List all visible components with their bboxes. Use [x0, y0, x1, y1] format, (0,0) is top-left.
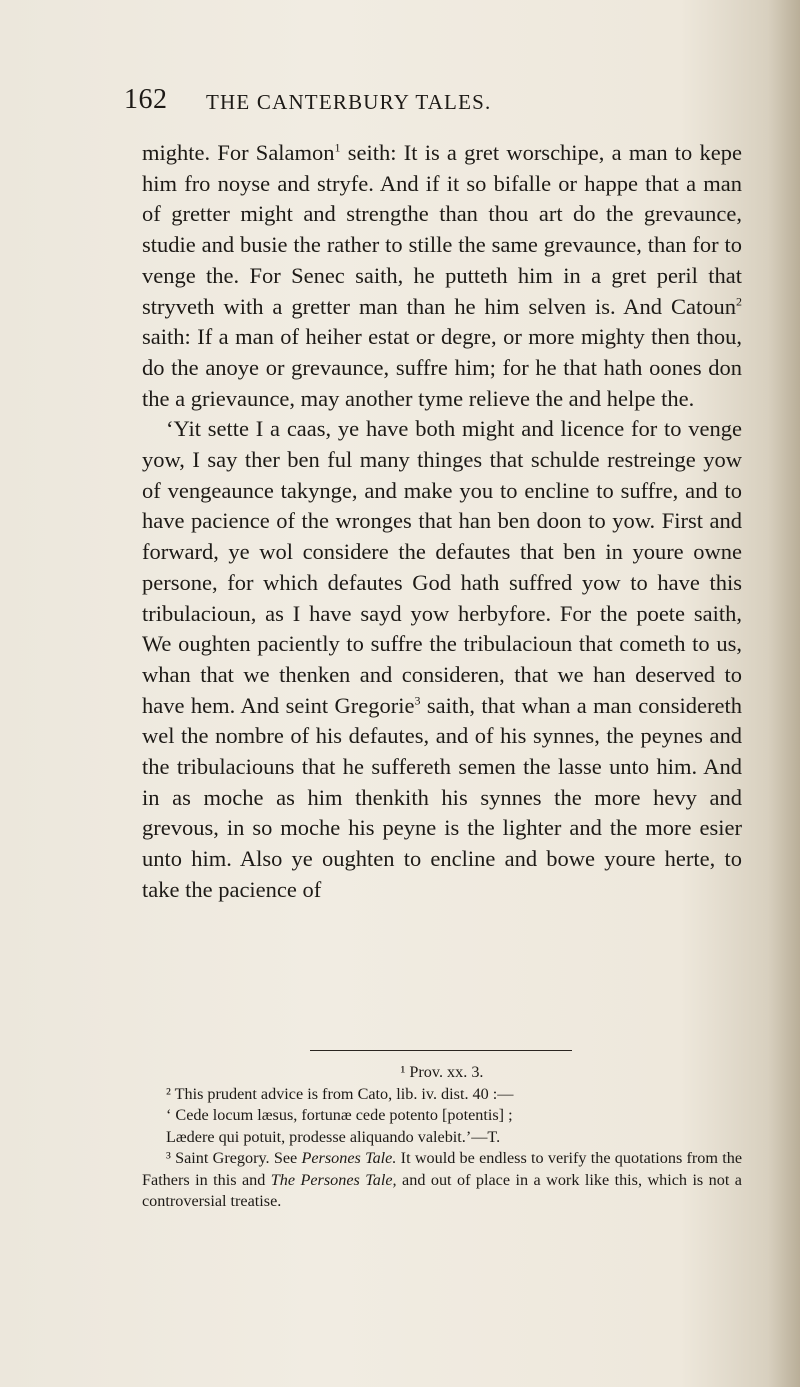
paragraph-1 — [142, 138, 742, 414]
footnote-1: ¹ Prov. xx. 3. — [400, 1063, 484, 1081]
running-title: THE CANTERBURY TALES. — [206, 90, 492, 114]
footnote-ref-3: 3 — [414, 693, 421, 708]
paragraph-1-text-a: mighte. For Salamon — [142, 140, 335, 165]
paragraph-2-text-b: saith, that whan a man considereth wel the nombre of his defautes, and of his synnes, the peynes and the tribulaciouns that he suffereth semen the lasse unto him. And in as moche as him thenkith his synnes the more hevy and grevous, in so moche his peyne is the lighter and the more esier unto him. Also ye oughten to encline and bowe youre herte, to take the pacience of — [142, 692, 743, 902]
footnote-2-intro: ² This prudent advice is from Cato, lib. iv. dist. 40 :— — [166, 1084, 514, 1103]
paragraph-1-text-c: saith: If a man of heiher estat or degre, or more mighty then thou, do the anoye or grevaunce, suffre him; for he that hath oones don the a grievaunce, may another tyme relieve the and helpe the. — [142, 324, 742, 411]
footnote-3-title-a: Persones Tale. — [301, 1149, 397, 1167]
footnote-3-text-a: ³ Saint Gregory. See — [166, 1149, 302, 1167]
page-number: 162 — [124, 84, 168, 115]
paragraph-2 — [142, 414, 742, 905]
footnote-3-text-b: It would be endless to verify the quotations from the Fathers in this and — [142, 1149, 742, 1189]
footnote-3-title-b: The Persones Tale, — [270, 1170, 397, 1189]
main-text — [142, 138, 742, 906]
footnote-ref-2: 2 — [736, 294, 742, 309]
footnote-3 — [142, 1148, 742, 1213]
paragraph-2-text-a: ‘Yit sette I a caas, ye have both might and licence for to venge yow, I say ther ben ful many thinges that schulde restreinge yow of vengeaunce takynge, and make you to encline to suffre, and to have pacience of the wronges that han ben doon to yow. First and forward, ye wol considere the defautes that ben in youre owne persone, for which defautes God hath suffred yow to have this tribulacioun, as I have sayd yow herbyfore. For the poete saith, We oughten paciently to suffre the tribulacioun that cometh to us, whan that we thenken and consideren, that we han deserved to have hem. And seint Gregorie — [142, 416, 742, 718]
footnote-3-text-c: and out of place in a work like this, which is not a controversial treatise. — [142, 1170, 742, 1210]
page-header — [124, 84, 744, 128]
footnote-2-quote-line-2: Lædere qui potuit, prodesse aliquando valebit.’—T. — [166, 1127, 501, 1146]
footnote-ref-1: 1 — [334, 140, 341, 155]
footnotes — [142, 1062, 742, 1213]
footnote-separator — [310, 1050, 572, 1051]
paragraph-1-text-b: seith: It is a gret worschipe, a man to kepe him fro noyse and stryfe. And if it so bifalle or happe that a man of gretter might and strengthe than thou art do the grevaunce, studie and busie the rather to stille the same grevaunce, than for to venge the. For Senec saith, he putteth him in a gret peril that stryveth with a gretter man than he him selven is. And Catoun — [142, 140, 742, 319]
footnote-2-quote-line-1: ‘ Cede locum læsus, fortunæ cede potento [potentis] ; — [166, 1106, 513, 1124]
